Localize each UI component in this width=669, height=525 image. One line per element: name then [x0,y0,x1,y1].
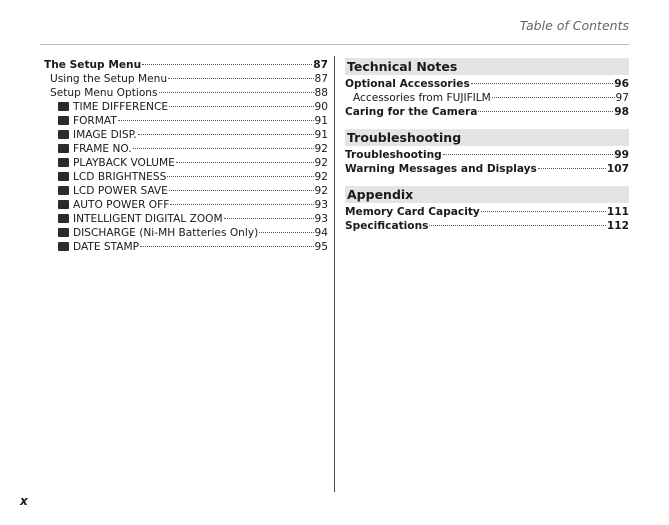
section-spacer [345,119,629,129]
toc-entry-page: 93 [314,199,328,211]
toc-entry-label: Accessories from FUJIFILM [353,92,491,104]
toc-entry-label: Troubleshooting [345,149,442,161]
toc-entry-page: 96 [614,78,629,90]
toc-entry-page: 92 [314,143,328,155]
date-stamp-icon [58,242,69,251]
toc-entry[interactable] [44,226,328,240]
toc-entry[interactable] [44,72,328,86]
toc-entry[interactable] [345,162,629,176]
dot-leader [443,154,614,155]
dot-leader [142,64,312,65]
toc-entry[interactable] [44,198,328,212]
toc-entry-page: 91 [314,129,328,141]
brightness-icon [58,172,69,181]
toc-entry[interactable] [44,184,328,198]
digital-zoom-icon [58,214,69,223]
toc-entry-label: Memory Card Capacity [345,206,480,218]
toc-entry-label: Setup Menu Options [50,87,158,99]
time-difference-icon [58,102,69,111]
toc-entry-label: LCD POWER SAVE [73,185,168,197]
toc-entry[interactable] [44,114,328,128]
dot-leader [538,168,606,169]
lcd-power-save-icon [58,186,69,195]
toc-entry[interactable] [44,58,328,72]
toc-entry-label: Warning Messages and Displays [345,163,537,175]
toc-entry[interactable] [44,156,328,170]
toc-entry-page: 99 [614,149,629,161]
toc-entry-label: Caring for the Camera [345,106,478,118]
setup-menu-column [44,58,328,254]
toc-entry-page: 95 [314,241,328,253]
toc-entry-label: AUTO POWER OFF [73,199,170,211]
toc-entry-label: DATE STAMP [73,241,140,253]
section-heading: Technical Notes [345,58,629,75]
toc-entry-page: 92 [314,157,328,169]
toc-entry-page: 90 [314,101,328,113]
dot-leader [259,232,313,233]
section-heading: Troubleshooting [345,129,629,146]
toc-entry-label: TIME DIFFERENCE [73,101,169,113]
header-rule [40,44,629,45]
toc-entry[interactable] [44,170,328,184]
appendix-column [345,58,629,233]
dot-leader [138,134,314,135]
format-icon [58,116,69,125]
dot-leader [492,97,615,98]
toc-entry-label: LCD BRIGHTNESS [73,171,167,183]
section-spacer [345,176,629,186]
dot-leader [478,111,613,112]
toc-entry-page: 98 [614,106,629,118]
toc-entry-page: 93 [314,213,328,225]
toc-entry-page: 112 [606,220,629,232]
toc-entry[interactable] [345,148,629,162]
toc-entry-page: 111 [606,206,629,218]
toc-entry-label: FRAME NO. [73,143,132,155]
toc-entry-page: 92 [314,171,328,183]
toc-entry-label: IMAGE DISP. [73,129,137,141]
dot-leader [167,176,313,177]
toc-entry[interactable] [44,212,328,226]
toc-entry-label: Specifications [345,220,429,232]
toc-entry-label: DISCHARGE (Ni-MH Batteries Only) [73,227,259,239]
toc-entry-page: 97 [615,92,629,104]
battery-icon [58,228,69,237]
dot-leader [224,218,314,219]
toc-entry-label: PLAYBACK VOLUME [73,157,175,169]
image-disp-icon [58,130,69,139]
toc-entry-page: 91 [314,115,328,127]
toc-entry-page: 87 [313,59,328,71]
toc-entry[interactable] [44,100,328,114]
dot-leader [176,162,314,163]
frame-no-icon [58,144,69,153]
dot-leader [118,120,314,121]
dot-leader [429,225,605,226]
dot-leader [169,106,313,107]
page-number: x [20,494,28,508]
dot-leader [159,92,314,93]
toc-entry[interactable] [345,105,629,119]
toc-entry-page: 94 [314,227,328,239]
dot-leader [169,190,314,191]
toc-entry-label: Using the Setup Menu [50,73,168,85]
dot-leader [133,148,314,149]
toc-entry-page: 92 [314,185,328,197]
toc-entry-page: 88 [314,87,328,99]
running-header: Table of Contents [519,18,629,33]
toc-entry-label: The Setup Menu [44,59,142,71]
dot-leader [140,246,313,247]
toc-entry[interactable] [44,142,328,156]
toc-entry-label: Optional Accessories [345,78,470,90]
toc-entry[interactable] [345,205,629,219]
auto-power-off-icon [58,200,69,209]
toc-entry[interactable] [345,219,629,233]
toc-entry-label: FORMAT [73,115,117,127]
dot-leader [170,204,313,205]
section-heading: Appendix [345,186,629,203]
toc-entry[interactable] [345,77,629,91]
dot-leader [481,211,606,212]
toc-entry[interactable] [44,128,328,142]
toc-entry-label: INTELLIGENT DIGITAL ZOOM [73,213,223,225]
dot-leader [471,83,613,84]
dot-leader [168,78,313,79]
speaker-icon [58,158,69,167]
toc-entry-page: 107 [606,163,629,175]
toc-entry[interactable] [345,91,629,105]
toc-entry[interactable] [44,240,328,254]
column-divider [334,56,335,492]
toc-entry-page: 87 [314,73,328,85]
toc-entry[interactable] [44,86,328,100]
